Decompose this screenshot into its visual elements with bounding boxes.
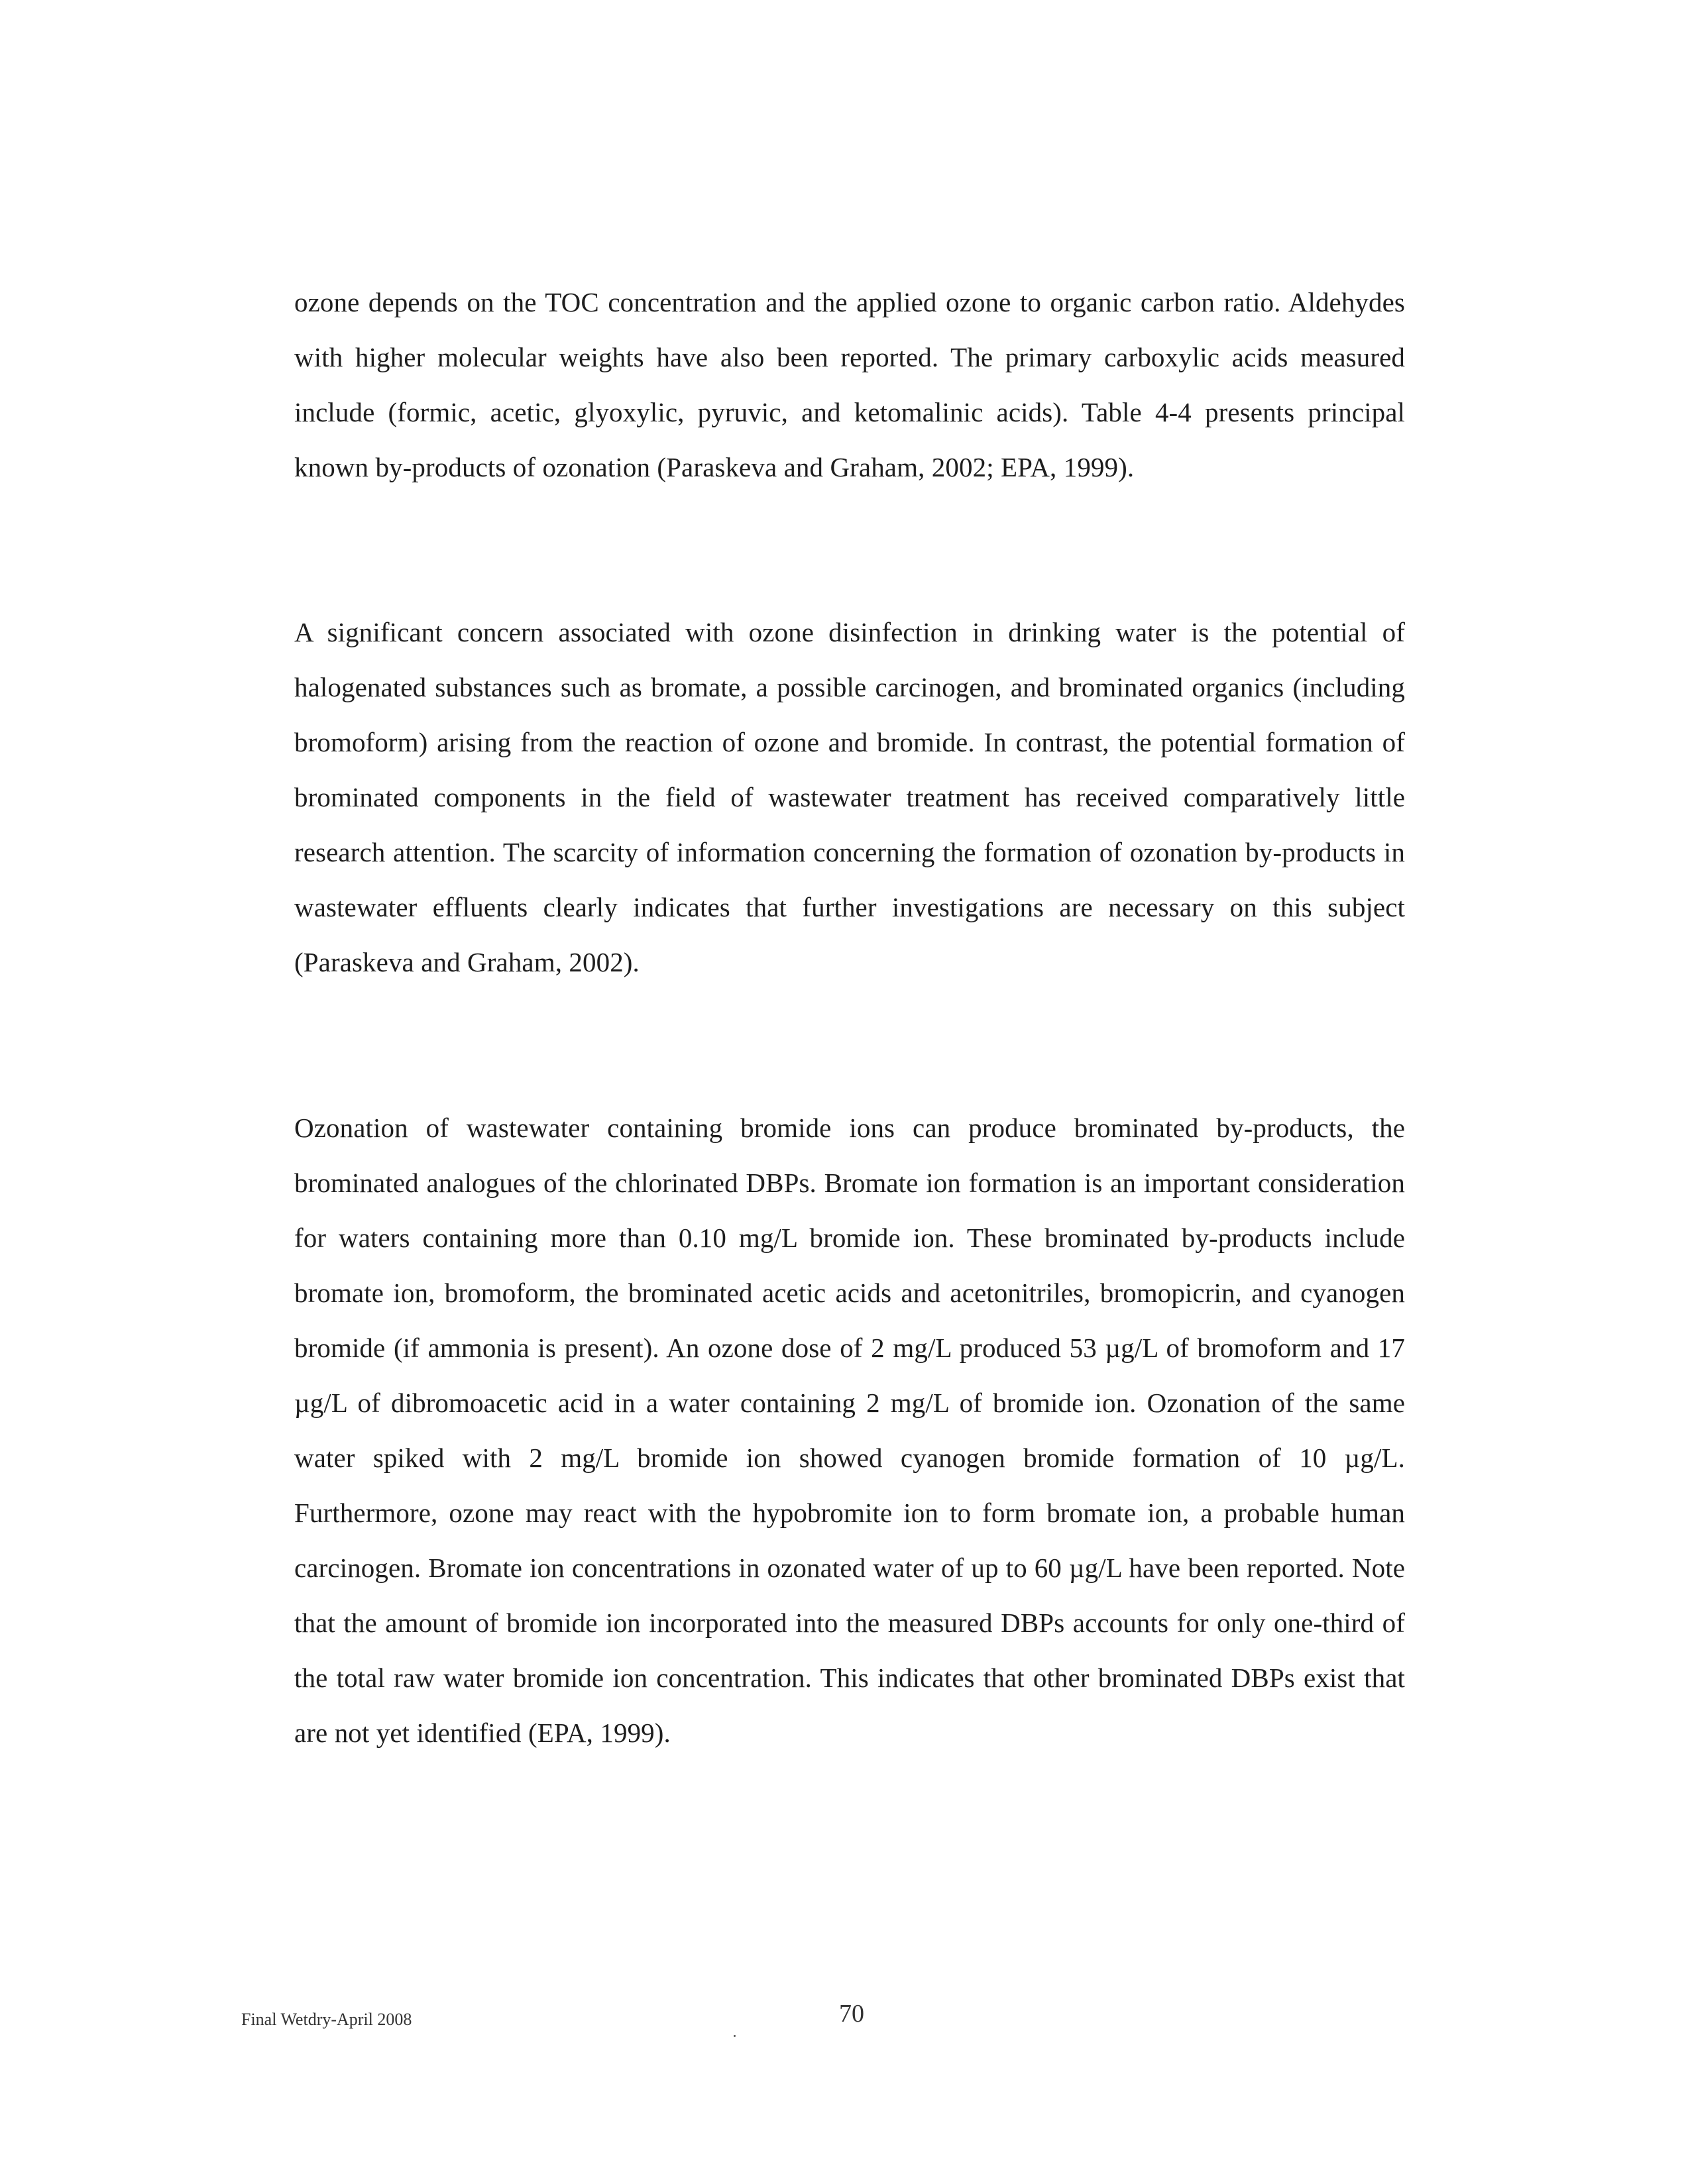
footer-document-label: Final Wetdry-April 2008 [241, 2010, 412, 2029]
paragraph-halogenated-concern: A significant concern associated with ozone disinfection in drinking water is the potential of halogenated substances such as bromate, a possible carcinogen, and brominated organics (including bromoform) arising from the reaction of ozone and bromide. In contrast, the potential formation of brominated components in the field of wastewater treatment has received comparatively little research attention. The scarcity of information concerning the formation of ozonation by-products in wastewater effluents clearly indicates that further investigations are necessary on this subject (Paraskeva and Graham, 2002). [294, 617, 1405, 977]
paragraph-ozonation-byproducts: ozone depends on the TOC concentration and the applied ozone to organic carbon ratio. Aldehydes with higher molecular weights have also been reported. The primary carboxylic acids measured include (formic, acetic, glyoxylic, pyruvic, and ketomalinic acids). Table 4-4 presents principal known by-products of ozonation (Paraskeva and Graham, 2002; EPA, 1999). [294, 287, 1405, 482]
paragraph-brominated-byproducts: Ozonation of wastewater containing bromide ions can produce brominated by-products, the brominated analogues of the chlorinated DBPs. Bromate ion formation is an important consideration for waters containing more than 0.10 mg/L bromide ion. These brominated by-products include bromate ion, bromoform, the brominated acetic acids and acetonitriles, bromopicrin, and cyanogen bromide (if ammonia is present). An ozone dose of 2 mg/L produced 53 µg/L of bromoform and 17 µg/L of dibromoacetic acid in a water containing 2 mg/L of bromide ion. Ozonation of the same water spiked with 2 mg/L bromide ion showed cyanogen bromide formation of 10 µg/L. Furthermore, ozone may react with the hypobromite ion to form bromate ion, a probable human carcinogen. Bromate ion concentrations in ozonated water of up to 60 µg/L have been reported. Note that the amount of bromide ion incorporated into the measured DBPs accounts for only one-third of the total raw water bromide ion concentration. This indicates that other brominated DBPs exist that are not yet identified (EPA, 1999). [294, 1113, 1405, 1748]
scan-speck [734, 2035, 736, 2037]
page-number: 70 [839, 2000, 864, 2028]
